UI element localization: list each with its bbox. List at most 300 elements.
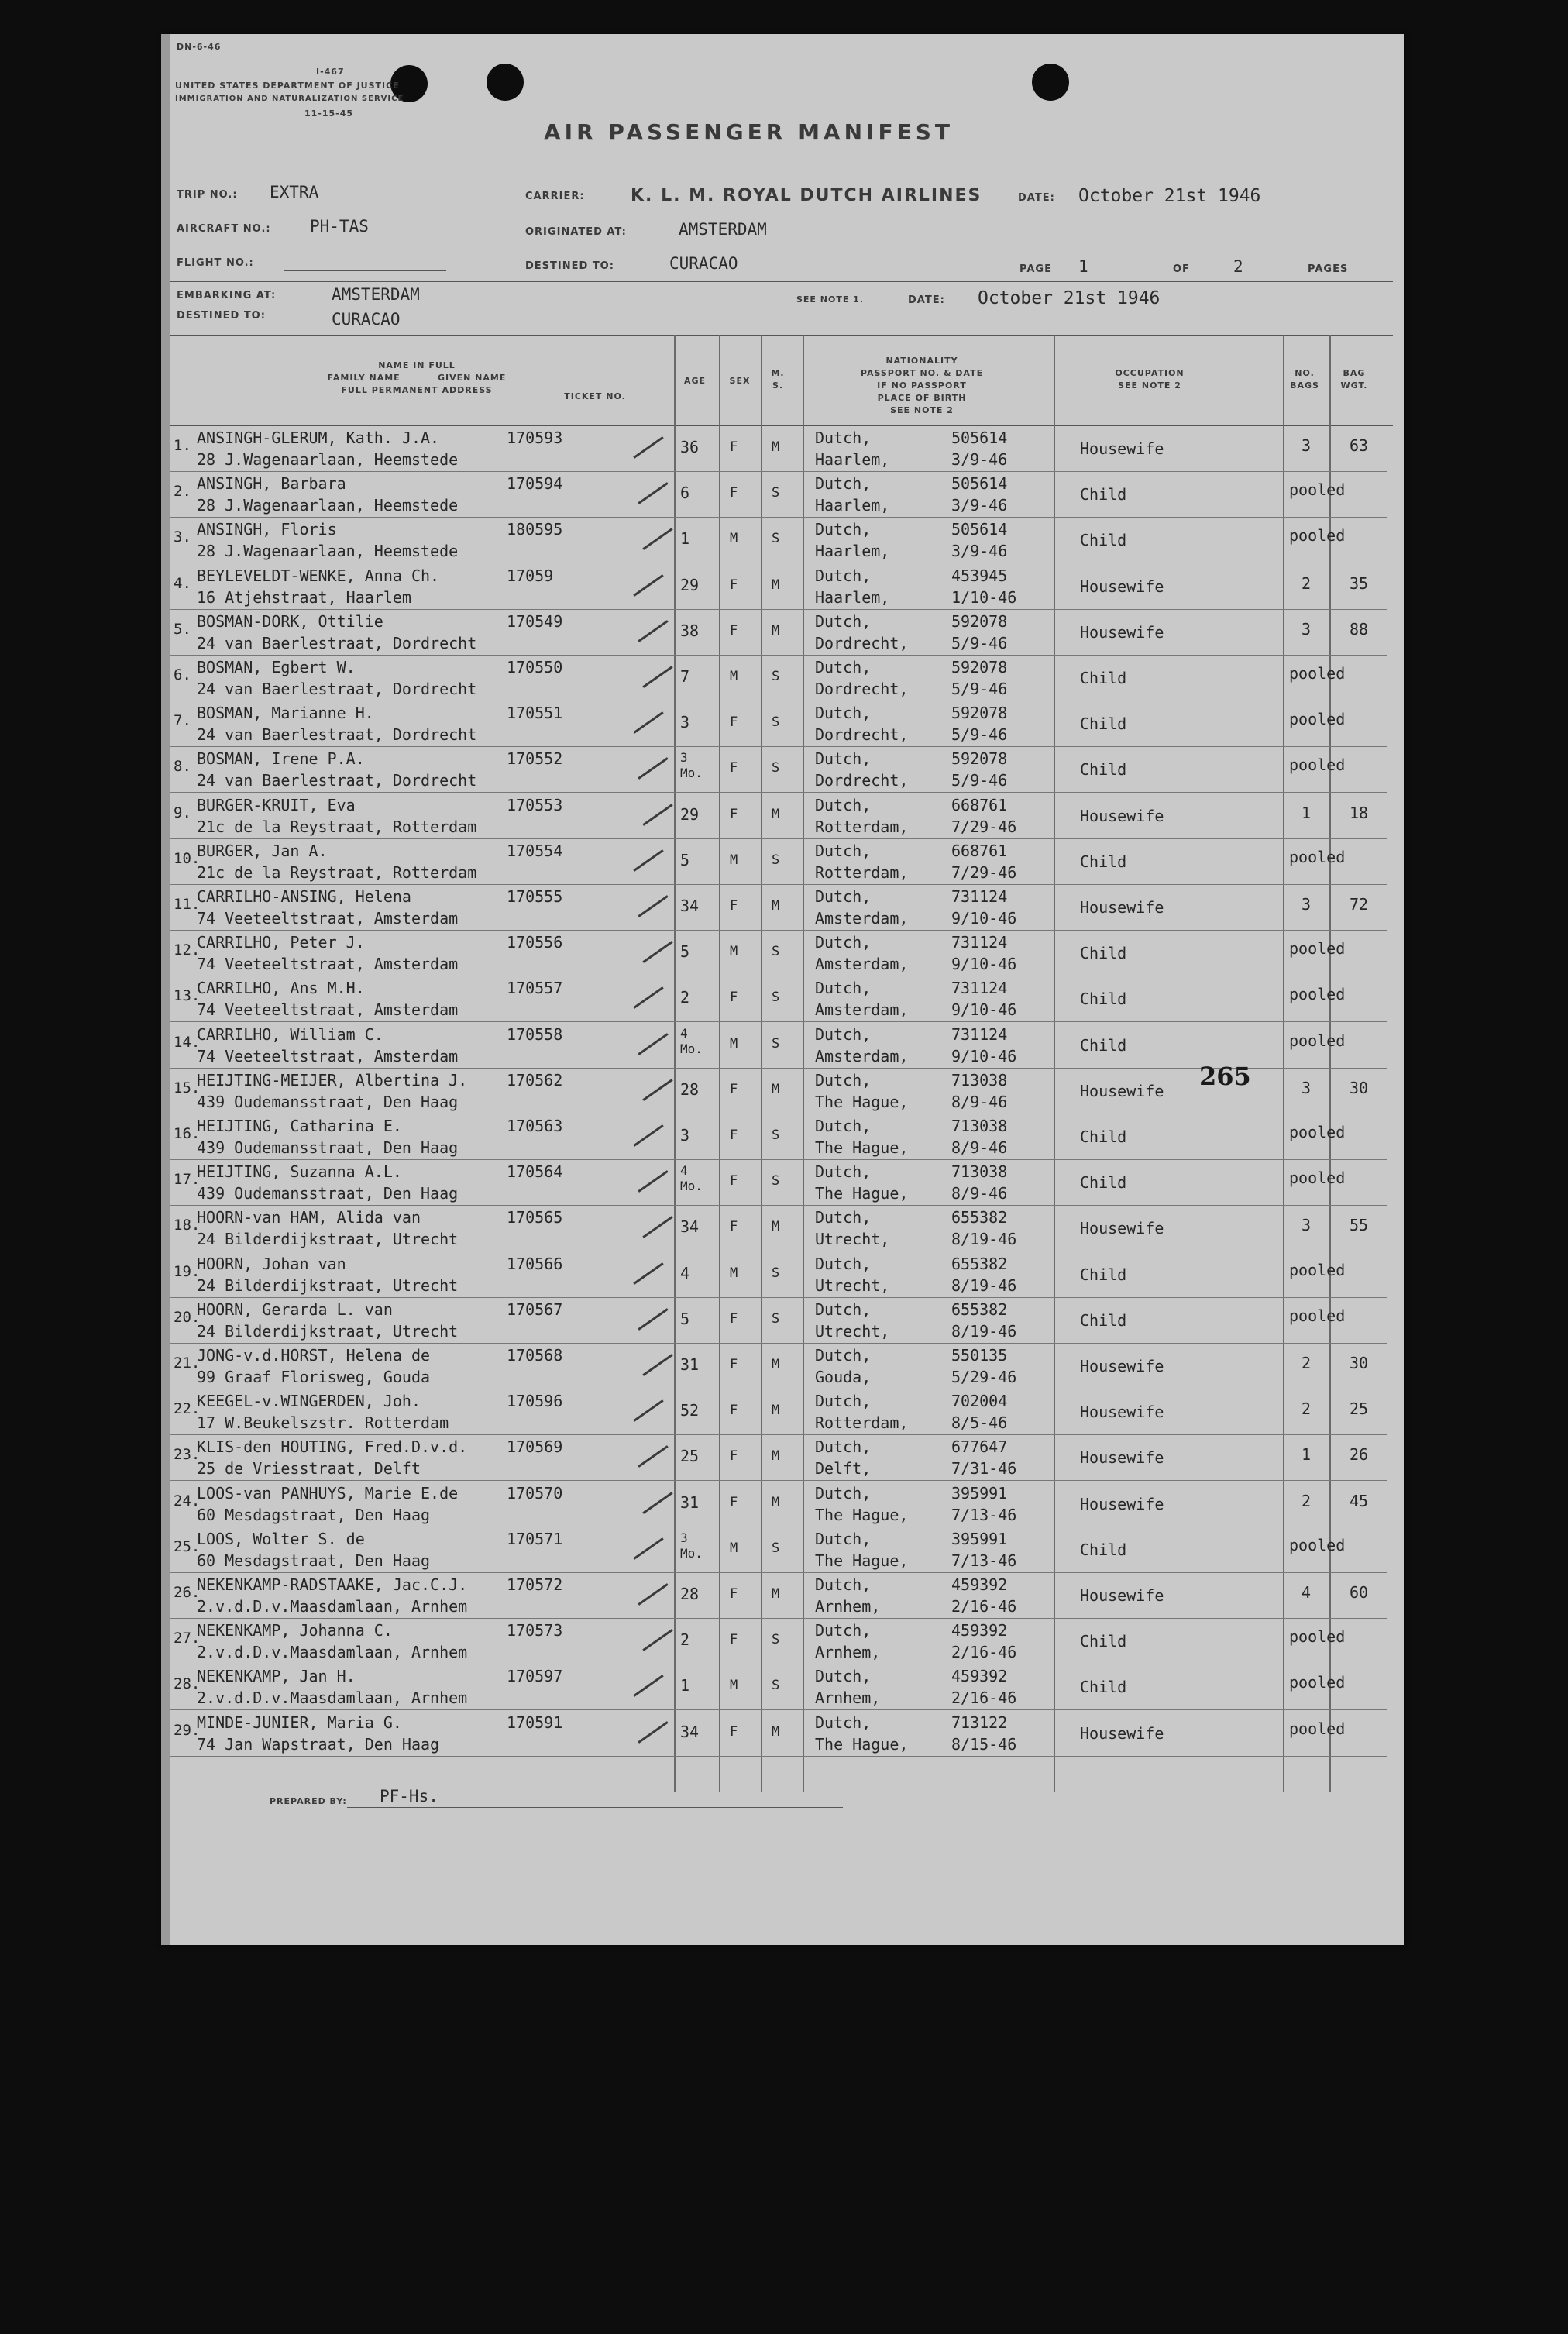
- passenger-name: ANSINGH-GLERUM, Kath. J.A.: [197, 429, 440, 447]
- table-row: [169, 1252, 1387, 1298]
- row-number: 13.: [174, 987, 201, 1005]
- table-row: [169, 656, 1387, 701]
- age: 31: [680, 1492, 700, 1512]
- passport-number: 505614: [951, 474, 1008, 494]
- ticket-number: 170572: [507, 1575, 563, 1594]
- bags: pooled: [1289, 1306, 1346, 1325]
- nationality: Dutch,: [815, 1392, 872, 1411]
- age: 3 Mo.: [680, 1530, 703, 1561]
- date2-label: DATE:: [908, 294, 945, 306]
- passport-place: The Hague,: [815, 1138, 909, 1157]
- marital-status: M: [772, 1586, 780, 1602]
- occupation: Housewife: [1080, 1403, 1164, 1422]
- bags: 3: [1302, 1216, 1312, 1235]
- marital-status: S: [772, 669, 780, 684]
- marital-status: S: [772, 990, 780, 1006]
- table-row: [169, 1527, 1387, 1573]
- table-row: [169, 1664, 1387, 1710]
- passenger-name: BOSMAN, Egbert W.: [197, 658, 356, 676]
- origin-value: AMSTERDAM: [679, 220, 767, 239]
- passenger-address: 24 Bilderdijkstraat, Utrecht: [197, 1275, 459, 1295]
- dest-label: DESTINED TO:: [525, 260, 614, 272]
- check-mark: [642, 1216, 672, 1238]
- occupation: Child: [1080, 1265, 1127, 1284]
- bag-weight: 18: [1350, 803, 1369, 822]
- ticket-number: 170563: [507, 1117, 563, 1135]
- row-number: 28.: [174, 1675, 201, 1693]
- occupation: Housewife: [1080, 1448, 1164, 1468]
- passport-place: Amsterdam,: [815, 955, 909, 974]
- passport-date: 9/10-46: [951, 1000, 1017, 1020]
- nationality: Dutch,: [815, 1070, 872, 1090]
- passenger-name: CARRILHO, William C.: [197, 1024, 383, 1044]
- ticket-number: 170554: [507, 841, 563, 860]
- marital-status: S: [772, 714, 780, 731]
- nationality: Dutch,: [815, 704, 872, 723]
- bags: 3: [1302, 619, 1312, 639]
- ticket-number: 170569: [507, 1437, 563, 1457]
- bag-weight: 45: [1350, 1491, 1369, 1510]
- passport-place: Dordrecht,: [815, 725, 909, 745]
- bags: pooled: [1289, 1627, 1346, 1647]
- nationality: Dutch,: [815, 841, 872, 860]
- check-mark: [638, 1170, 668, 1193]
- sex: F: [730, 1403, 738, 1419]
- check-mark: [642, 528, 672, 550]
- passport-number: 713038: [951, 1070, 1008, 1090]
- nationality: Dutch,: [815, 795, 872, 814]
- marital-status: M: [772, 1448, 780, 1465]
- table-row: [169, 976, 1387, 1022]
- check-mark: [633, 1399, 663, 1422]
- col-age: AGE: [683, 376, 707, 386]
- row-number: 16.: [174, 1125, 201, 1142]
- passenger-name: CARRILHO-ANSING, Helena: [197, 887, 411, 906]
- marital-status: S: [772, 1035, 780, 1052]
- marital-status: M: [772, 1357, 780, 1372]
- occupation: Child: [1080, 714, 1127, 734]
- sex: F: [730, 439, 738, 455]
- passenger-address: 74 Veeteeltstraat, Amsterdam: [197, 909, 459, 928]
- row-number: 19.: [174, 1262, 201, 1280]
- check-mark: [638, 1721, 668, 1744]
- passport-date: 2/16-46: [951, 1643, 1017, 1662]
- check-mark: [633, 1262, 663, 1285]
- row-number: 3.: [174, 528, 191, 546]
- passport-number: 702004: [951, 1392, 1008, 1411]
- bag-weight: 30: [1350, 1354, 1369, 1372]
- aircraft-value: PH-TAS: [310, 217, 369, 236]
- passport-place: Arnhem,: [815, 1597, 881, 1616]
- of-value: 2: [1233, 257, 1243, 276]
- check-mark: [633, 1675, 663, 1697]
- col-occupation: OCCUPATION SEE NOTE 2: [1115, 368, 1185, 391]
- ticket-number: 170567: [507, 1300, 563, 1319]
- table-row: [169, 747, 1387, 793]
- table-row: [169, 472, 1387, 518]
- passport-number: 459392: [951, 1621, 1008, 1640]
- ticket-number: 170564: [507, 1162, 563, 1182]
- passenger-name: NEKENKAMP, Jan H.: [197, 1667, 356, 1686]
- passport-place: Rotterdam,: [815, 817, 909, 836]
- age: 4 Mo.: [680, 1163, 703, 1194]
- destined-label: DESTINED TO:: [177, 310, 266, 322]
- nationality: Dutch,: [815, 1300, 872, 1319]
- passenger-address: 21c de la Reystraat, Rotterdam: [197, 817, 477, 836]
- sex: F: [730, 485, 738, 501]
- age: 5: [680, 942, 690, 962]
- passport-number: 713038: [951, 1117, 1008, 1135]
- passport-date: 5/9-46: [951, 771, 1008, 790]
- table-row: [169, 885, 1387, 931]
- passport-place: Amsterdam,: [815, 909, 909, 928]
- nationality: Dutch,: [815, 1621, 872, 1640]
- row-number: 21.: [174, 1355, 201, 1372]
- row-number: 27.: [174, 1630, 201, 1647]
- occupation: Housewife: [1080, 622, 1164, 642]
- occupation: Child: [1080, 1173, 1127, 1193]
- bag-weight: 72: [1350, 895, 1369, 914]
- embark-label: EMBARKING AT:: [177, 290, 277, 301]
- passport-place: The Hague,: [815, 1184, 909, 1203]
- bag-weight: 55: [1350, 1216, 1369, 1235]
- sex: F: [730, 1448, 738, 1465]
- sex: F: [730, 1357, 738, 1372]
- age: 36: [680, 438, 700, 456]
- table-row: [169, 564, 1387, 610]
- sex: M: [730, 1678, 738, 1694]
- table-row: [169, 1206, 1387, 1251]
- punch-hole: [487, 64, 524, 101]
- passenger-name: CARRILHO, Peter J.: [197, 933, 365, 952]
- passenger-name: MINDE-JUNIER, Maria G.: [197, 1713, 402, 1732]
- bags: 1: [1302, 1445, 1312, 1465]
- age: 1: [680, 1676, 690, 1695]
- check-mark: [638, 757, 668, 780]
- passport-date: 7/29-46: [951, 817, 1017, 836]
- passport-date: 8/9-46: [951, 1138, 1008, 1157]
- passenger-address: 16 Atjehstraat, Haarlem: [197, 587, 411, 607]
- destined-value: CURACAO: [332, 310, 401, 329]
- sex: M: [730, 852, 738, 868]
- passport-place: Arnhem,: [815, 1643, 881, 1662]
- passenger-address: 28 J.Wagenaarlaan, Heemstede: [197, 496, 459, 515]
- passenger-name: KEEGEL-v.WINGERDEN, Joh.: [197, 1392, 421, 1411]
- row-number: 6.: [174, 666, 191, 683]
- nationality: Dutch,: [815, 1254, 872, 1273]
- nationality: Dutch,: [815, 1529, 872, 1548]
- passenger-name: BOSMAN-DORK, Ottilie: [197, 611, 383, 631]
- row-number: 9.: [174, 804, 191, 821]
- passport-date: 3/9-46: [951, 542, 1008, 561]
- occupation: Housewife: [1080, 1723, 1164, 1743]
- date-label: DATE:: [1018, 192, 1055, 204]
- passenger-address: 74 Veeteeltstraat, Amsterdam: [197, 955, 459, 974]
- bags: 4: [1302, 1583, 1312, 1602]
- ticket-number: 170565: [507, 1208, 563, 1227]
- sex: F: [730, 622, 738, 639]
- passenger-name: CARRILHO, Ans M.H.: [197, 979, 365, 998]
- bags: pooled: [1289, 756, 1346, 775]
- marital-status: S: [772, 1678, 780, 1694]
- ticket-number: 170552: [507, 749, 563, 769]
- prepared-value: PF-Hs.: [380, 1787, 438, 1806]
- bags: 2: [1302, 1399, 1312, 1419]
- passenger-address: 60 Mesdagstraat, Den Haag: [197, 1505, 431, 1524]
- passport-place: The Hague,: [815, 1092, 909, 1111]
- sex: M: [730, 1540, 738, 1556]
- passenger-address: 24 van Baerlestraat, Dordrecht: [197, 771, 477, 790]
- check-mark: [633, 849, 663, 872]
- bags: pooled: [1289, 526, 1346, 546]
- check-mark: [642, 804, 672, 826]
- sex: F: [730, 1219, 738, 1235]
- ticket-number: 170553: [507, 795, 563, 814]
- row-number: 15.: [174, 1079, 201, 1096]
- table-row: [169, 1298, 1387, 1344]
- age: 34: [680, 1722, 700, 1741]
- check-mark: [633, 986, 663, 1009]
- ticket-number: 170594: [507, 474, 563, 494]
- passenger-name: LOOS-van PANHUYS, Marie E.de: [197, 1483, 459, 1503]
- date-value: October 21st 1946: [1078, 186, 1261, 206]
- occupation: Housewife: [1080, 1357, 1164, 1375]
- occupation: Housewife: [1080, 1081, 1164, 1100]
- occupation: Child: [1080, 1632, 1127, 1651]
- row-number: 29.: [174, 1721, 201, 1739]
- row-number: 1.: [174, 437, 191, 454]
- passport-date: 8/15-46: [951, 1734, 1017, 1754]
- passport-number: 592078: [951, 704, 1008, 723]
- col-ms: M. S.: [771, 368, 785, 391]
- passport-number: 655382: [951, 1300, 1008, 1319]
- passenger-name: HEIJTING, Catharina E.: [197, 1117, 402, 1135]
- age: 28: [680, 1079, 700, 1099]
- col-name: NAME IN FULL FAMILY NAME GIVEN NAME FULL PERMANENT ADDRESS: [327, 360, 507, 395]
- date2-value: October 21st 1946: [978, 288, 1161, 308]
- passport-number: 731124: [951, 933, 1008, 952]
- check-mark: [638, 895, 668, 917]
- bags: 2: [1302, 573, 1312, 593]
- marital-status: S: [772, 1632, 780, 1648]
- row-number: 17.: [174, 1171, 201, 1189]
- passport-number: 731124: [951, 1024, 1008, 1044]
- ticket-number: 170550: [507, 658, 563, 676]
- sex: M: [730, 944, 738, 960]
- passport-number: 505614: [951, 429, 1008, 447]
- passport-number: 592078: [951, 611, 1008, 631]
- passport-date: 7/29-46: [951, 862, 1017, 882]
- passport-date: 8/19-46: [951, 1275, 1017, 1295]
- page-label: PAGE: [1020, 263, 1052, 275]
- passport-place: Delft,: [815, 1459, 872, 1479]
- flight-rule: [284, 270, 446, 271]
- passport-place: Rotterdam,: [815, 862, 909, 882]
- dest-value: CURACAO: [669, 254, 738, 273]
- passport-number: 395991: [951, 1483, 1008, 1503]
- bags: 1: [1302, 803, 1312, 822]
- marital-status: M: [772, 1494, 780, 1510]
- passport-number: 731124: [951, 979, 1008, 998]
- sex: F: [730, 1081, 738, 1097]
- check-mark: [638, 1033, 668, 1055]
- passenger-name: HOORN-van HAM, Alida van: [197, 1208, 421, 1227]
- age: 5: [680, 850, 690, 869]
- passport-date: 8/9-46: [951, 1184, 1008, 1203]
- age: 2: [680, 988, 690, 1007]
- passport-place: Dordrecht,: [815, 633, 909, 652]
- aircraft-label: AIRCRAFT NO.:: [177, 223, 271, 235]
- sex: M: [730, 1265, 738, 1281]
- marital-status: M: [772, 622, 780, 639]
- passport-date: 1/10-46: [951, 587, 1017, 607]
- row-number: 8.: [174, 758, 191, 776]
- age: 52: [680, 1401, 700, 1420]
- passenger-address: 74 Veeteeltstraat, Amsterdam: [197, 1000, 459, 1020]
- nationality: Dutch,: [815, 1346, 872, 1365]
- bags: pooled: [1289, 939, 1346, 959]
- bags: pooled: [1289, 1673, 1346, 1692]
- passport-number: 668761: [951, 841, 1008, 860]
- form-number: I-467: [316, 67, 345, 77]
- occupation: Child: [1080, 1035, 1127, 1055]
- table-row: [169, 1389, 1387, 1435]
- passenger-address: 439 Oudemansstraat, Den Haag: [197, 1138, 459, 1157]
- check-mark: [633, 574, 663, 597]
- passenger-name: ANSINGH, Barbara: [197, 474, 346, 494]
- table-row: [169, 1435, 1387, 1481]
- passenger-address: 24 Bilderdijkstraat, Utrecht: [197, 1321, 459, 1341]
- passport-date: 3/9-46: [951, 496, 1008, 515]
- sex: F: [730, 990, 738, 1006]
- passport-place: Dordrecht,: [815, 680, 909, 698]
- passenger-name: LOOS, Wolter S. de: [197, 1529, 365, 1548]
- passenger-address: 439 Oudemansstraat, Den Haag: [197, 1184, 459, 1203]
- passport-date: 5/29-46: [951, 1368, 1017, 1386]
- ticket-number: 170555: [507, 887, 563, 906]
- check-mark: [642, 1629, 672, 1651]
- passport-place: Dordrecht,: [815, 771, 909, 790]
- sex: F: [730, 714, 738, 731]
- ticket-number: 170562: [507, 1070, 563, 1090]
- passport-number: 655382: [951, 1254, 1008, 1273]
- table-row: [169, 1114, 1387, 1160]
- check-mark: [642, 1354, 672, 1376]
- passenger-name: HOORN, Johan van: [197, 1254, 346, 1273]
- passport-number: 713122: [951, 1713, 1008, 1732]
- nationality: Dutch,: [815, 1208, 872, 1227]
- bag-weight: 26: [1350, 1445, 1369, 1465]
- passport-place: Haarlem,: [815, 450, 890, 469]
- ticket-number: 170597: [507, 1667, 563, 1686]
- passport-date: 5/9-46: [951, 725, 1008, 745]
- stamp-number: 265: [1199, 1062, 1251, 1091]
- passenger-name: BEYLEVELDT-WENKE, Anna Ch.: [197, 566, 440, 585]
- ticket-number: 170593: [507, 429, 563, 447]
- passport-number: 668761: [951, 795, 1008, 814]
- nationality: Dutch,: [815, 1483, 872, 1503]
- row-number: 24.: [174, 1492, 201, 1510]
- occupation: Child: [1080, 531, 1127, 550]
- pages-label: PAGES: [1308, 263, 1349, 275]
- passenger-name: BURGER, Jan A.: [197, 841, 328, 860]
- nationality: Dutch,: [815, 566, 872, 585]
- occupation: Child: [1080, 485, 1127, 504]
- age: 38: [680, 621, 700, 640]
- row-number: 18.: [174, 1217, 201, 1234]
- col-ticket: TICKET NO.: [564, 391, 626, 401]
- nationality: Dutch,: [815, 1667, 872, 1686]
- occupation: Child: [1080, 669, 1127, 687]
- passport-place: Haarlem,: [815, 496, 890, 515]
- bags: pooled: [1289, 1260, 1346, 1279]
- passenger-name: NEKENKAMP-RADSTAAKE, Jac.C.J.: [197, 1575, 468, 1594]
- occupation: Housewife: [1080, 1586, 1164, 1605]
- passenger-name: JONG-v.d.HORST, Helena de: [197, 1346, 431, 1365]
- passenger-address: 28 J.Wagenaarlaan, Heemstede: [197, 542, 459, 561]
- check-mark: [633, 436, 663, 459]
- age: 29: [680, 804, 700, 824]
- nationality: Dutch,: [815, 1437, 872, 1457]
- occupation: Child: [1080, 760, 1127, 780]
- carrier-value: K. L. M. ROYAL DUTCH AIRLINES: [631, 186, 982, 205]
- nationality: Dutch,: [815, 658, 872, 676]
- row-number: 2.: [174, 483, 191, 501]
- passenger-name: BOSMAN, Irene P.A.: [197, 749, 365, 769]
- marital-status: M: [772, 1403, 780, 1419]
- passenger-address: 25 de Vriesstraat, Delft: [197, 1459, 421, 1479]
- bag-weight: 25: [1350, 1399, 1369, 1419]
- bag-weight: 88: [1350, 619, 1369, 639]
- table-row: [169, 793, 1387, 839]
- occupation: Child: [1080, 1678, 1127, 1697]
- bags: pooled: [1289, 1535, 1346, 1554]
- table-row: [169, 1619, 1387, 1664]
- check-mark: [642, 666, 672, 688]
- nationality: Dutch,: [815, 933, 872, 952]
- nationality: Dutch,: [815, 749, 872, 769]
- table-row: [169, 1344, 1387, 1389]
- occupation: Child: [1080, 1540, 1127, 1559]
- ticket-number: 180595: [507, 520, 563, 539]
- passport-number: 677647: [951, 1437, 1008, 1457]
- passport-place: Utrecht,: [815, 1275, 890, 1295]
- passenger-address: 99 Graaf Florisweg, Gouda: [197, 1368, 431, 1386]
- sex: F: [730, 1127, 738, 1143]
- age: 4 Mo.: [680, 1025, 703, 1056]
- marital-status: M: [772, 1081, 780, 1097]
- check-mark: [633, 711, 663, 734]
- row-number: 25.: [174, 1537, 201, 1555]
- ticket-number: 170573: [507, 1621, 563, 1640]
- form-service: IMMIGRATION AND NATURALIZATION SERVICE: [175, 95, 404, 103]
- passport-number: 731124: [951, 887, 1008, 906]
- passport-place: The Hague,: [815, 1505, 909, 1524]
- passport-number: 592078: [951, 658, 1008, 676]
- passenger-address: 24 Bilderdijkstraat, Utrecht: [197, 1230, 459, 1249]
- page-title: AIR PASSENGER MANIFEST: [544, 119, 954, 145]
- table-row: [169, 518, 1387, 563]
- age: 25: [680, 1447, 700, 1466]
- row-number: 22.: [174, 1400, 201, 1418]
- table-row: [169, 701, 1387, 747]
- marital-status: S: [772, 531, 780, 547]
- passenger-address: 74 Jan Wapstraat, Den Haag: [197, 1734, 440, 1754]
- check-mark: [642, 941, 672, 963]
- passenger-address: 17 W.Beukelszstr. Rotterdam: [197, 1413, 449, 1433]
- row-number: 7.: [174, 712, 191, 730]
- ticket-number: 170558: [507, 1024, 563, 1044]
